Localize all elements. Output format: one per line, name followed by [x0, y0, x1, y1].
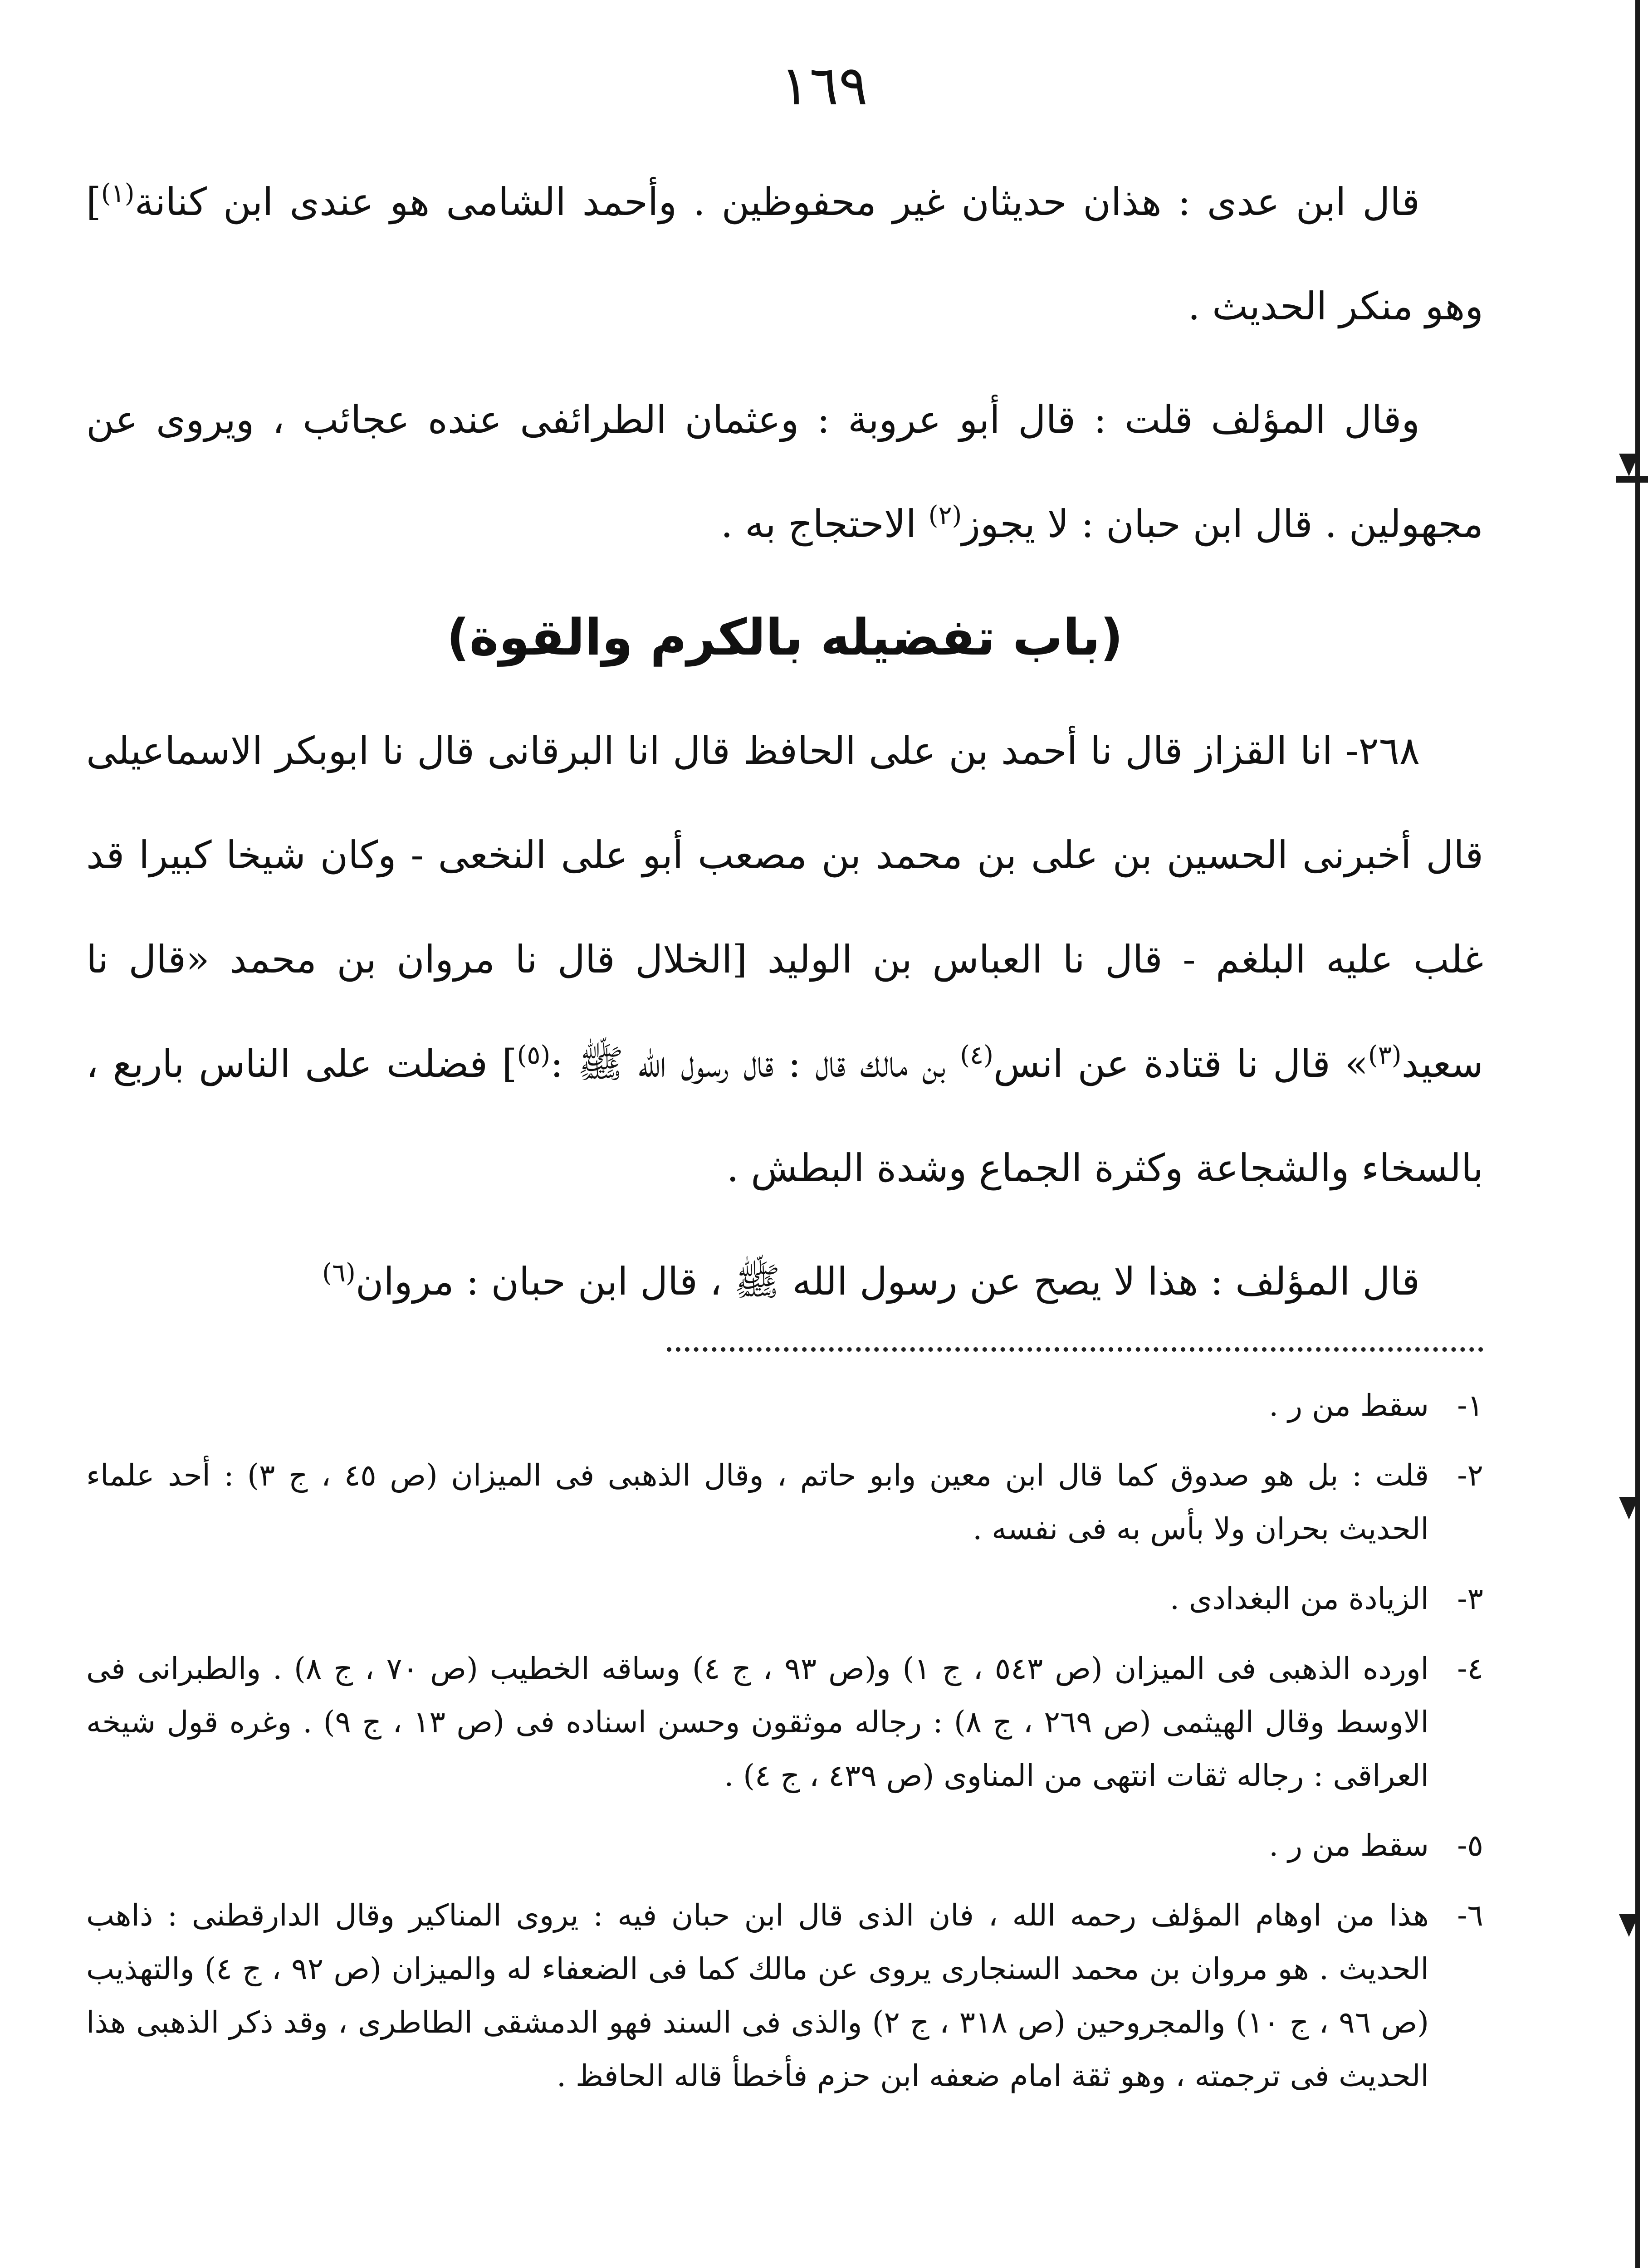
footnote-number: ٣- [1457, 1581, 1483, 1616]
footnote-item [86, 1889, 1483, 2103]
page-edge-arrow [1619, 454, 1639, 476]
body-paragraph [86, 150, 1483, 358]
paragraph-text: قال ابن عدى : هذان حديثان غير محفوظين . وأحمد الشامى هو عندى ابن كنانة [134, 180, 1420, 224]
chapter-heading: (باب تفضيله بالكرم والقوة) [446, 608, 1123, 666]
footnote-ref[interactable]: (١) [101, 179, 135, 208]
paragraph-text: وقال المؤلف قلت : قال أبو عروبة : وعثمان الطرائفى عنده عجائب ، ويروى عن مجهولين . قال ابن حبان : لا يجوز [86, 397, 1483, 546]
hadith-paragraph [86, 699, 1483, 1220]
footnote-text: قلت : بل هو صدوق كما قال ابن معين وابو حاتم ، وقال الذهبى فى الميزان (ص ٤٥ ، ج ٣) : أحد علماء الحديث بحران ولا بأس به فى نفسه . [86, 1458, 1429, 1546]
page-edge-mark [1616, 476, 1648, 483]
paragraph-text: قال المؤلف : هذا لا يصح عن رسول الله ﷺ ، قال ابن حبان : مروان [355, 1259, 1420, 1304]
footnote-item [86, 1572, 1483, 1626]
paragraph-text: بن مالك قال : قال رسول الله ﷺ : [550, 1041, 960, 1086]
footnote-text: سقط من ر . [1269, 1388, 1429, 1423]
paragraph-text: ٢٦٨- انا القزاز قال نا أحمد بن على الحافظ قال انا البرقانى قال نا ابوبكر الاسماعيلى قال أخبرنى الحسين بن على بن محمد بن مصعب أبو على النخعى - وكان شيخا كبيرا قد غلب عليه البلغم - قال نا العباس بن الوليد [الخلال قال نا مروان بن محمد «قال نا سعيد [86, 728, 1483, 1086]
footnote-text: هذا من اوهام المؤلف رحمه الله ، فان الذى قال ابن حبان فيه : يروى المناكير وقال الدارقطنى : ذاهب الحديث . هو مروان بن محمد السنجارى يروى عن مالك كما فى الضعفاء له والميزان (ص ٩٢ ، ج ٤) والتهذيب (ص ٩٦ ، ج ١٠) والمجروحين (ص ٣١٨ ، ج ٢) والذى فى السند فهو الدمشقى الطاطرى ، وقد ذكر الذهبى هذا الحديث فى ترجمته ، وهو ثقة امام ضعفه ابن حزم فأخطأ قاله الحافظ . [86, 1898, 1429, 2093]
footnote-ref[interactable]: (٢) [928, 501, 962, 530]
footnote-number: ٤- [1457, 1651, 1483, 1686]
footnote-item [86, 1642, 1483, 1803]
footnote-number: ٦- [1457, 1898, 1483, 1933]
footnote-ref[interactable]: (٦) [322, 1258, 356, 1288]
page-number: ١٦٩ [780, 54, 868, 117]
footnote-divider [667, 1347, 1483, 1352]
footnote-item [86, 1379, 1483, 1432]
page-edge-border [1616, 0, 1648, 2268]
footnote-ref[interactable]: (٣) [1368, 1041, 1402, 1070]
footnote-item [86, 1449, 1483, 1556]
footnote-text: سقط من ر . [1269, 1828, 1429, 1863]
footnote-text: الزيادة من البغدادى . [1169, 1581, 1429, 1616]
footnote-number: ٥- [1457, 1828, 1483, 1863]
footnotes-section [86, 1379, 1483, 2103]
footnote-ref[interactable]: (٤) [960, 1041, 993, 1070]
footnote-text: اورده الذهبى فى الميزان (ص ٥٤٣ ، ج ١) و(ص ٩٣ ، ج ٤) وساقه الخطيب (ص ٧٠ ، ج ٨) . والطبرانى فى الاوسط وقال الهيثمى (ص ٢٦٩ ، ج ٨) : رجاله موثقون وحسن اسناده فى (ص ١٣ ، ج ٩) . وغره قول شيخه العراقى : رجاله ثقات انتهى من المناوى (ص ٤٣٩ ، ج ٤) . [86, 1651, 1429, 1793]
paragraph-text: ] فضلت على الناس باربع ، بالسخاء والشجاعة وكثرة الجماع وشدة البطش . [86, 1041, 1483, 1190]
paragraph-text: » قال نا قتادة عن انس [993, 1041, 1368, 1086]
page-edge-arrow [1619, 1914, 1639, 1937]
page-content [86, 150, 1483, 2119]
body-paragraph [86, 1229, 1483, 1334]
paragraph-text: ] وهو منكر الحديث . [86, 180, 1483, 328]
body-paragraph [86, 367, 1483, 576]
footnote-number: ٢- [1457, 1458, 1483, 1493]
page-edge-arrow [1619, 1497, 1639, 1520]
footnote-item [86, 1819, 1483, 1872]
footnote-number: ١- [1457, 1388, 1483, 1423]
paragraph-text: الاحتجاج به . [720, 502, 929, 546]
footnote-ref[interactable]: (٥) [517, 1041, 551, 1070]
